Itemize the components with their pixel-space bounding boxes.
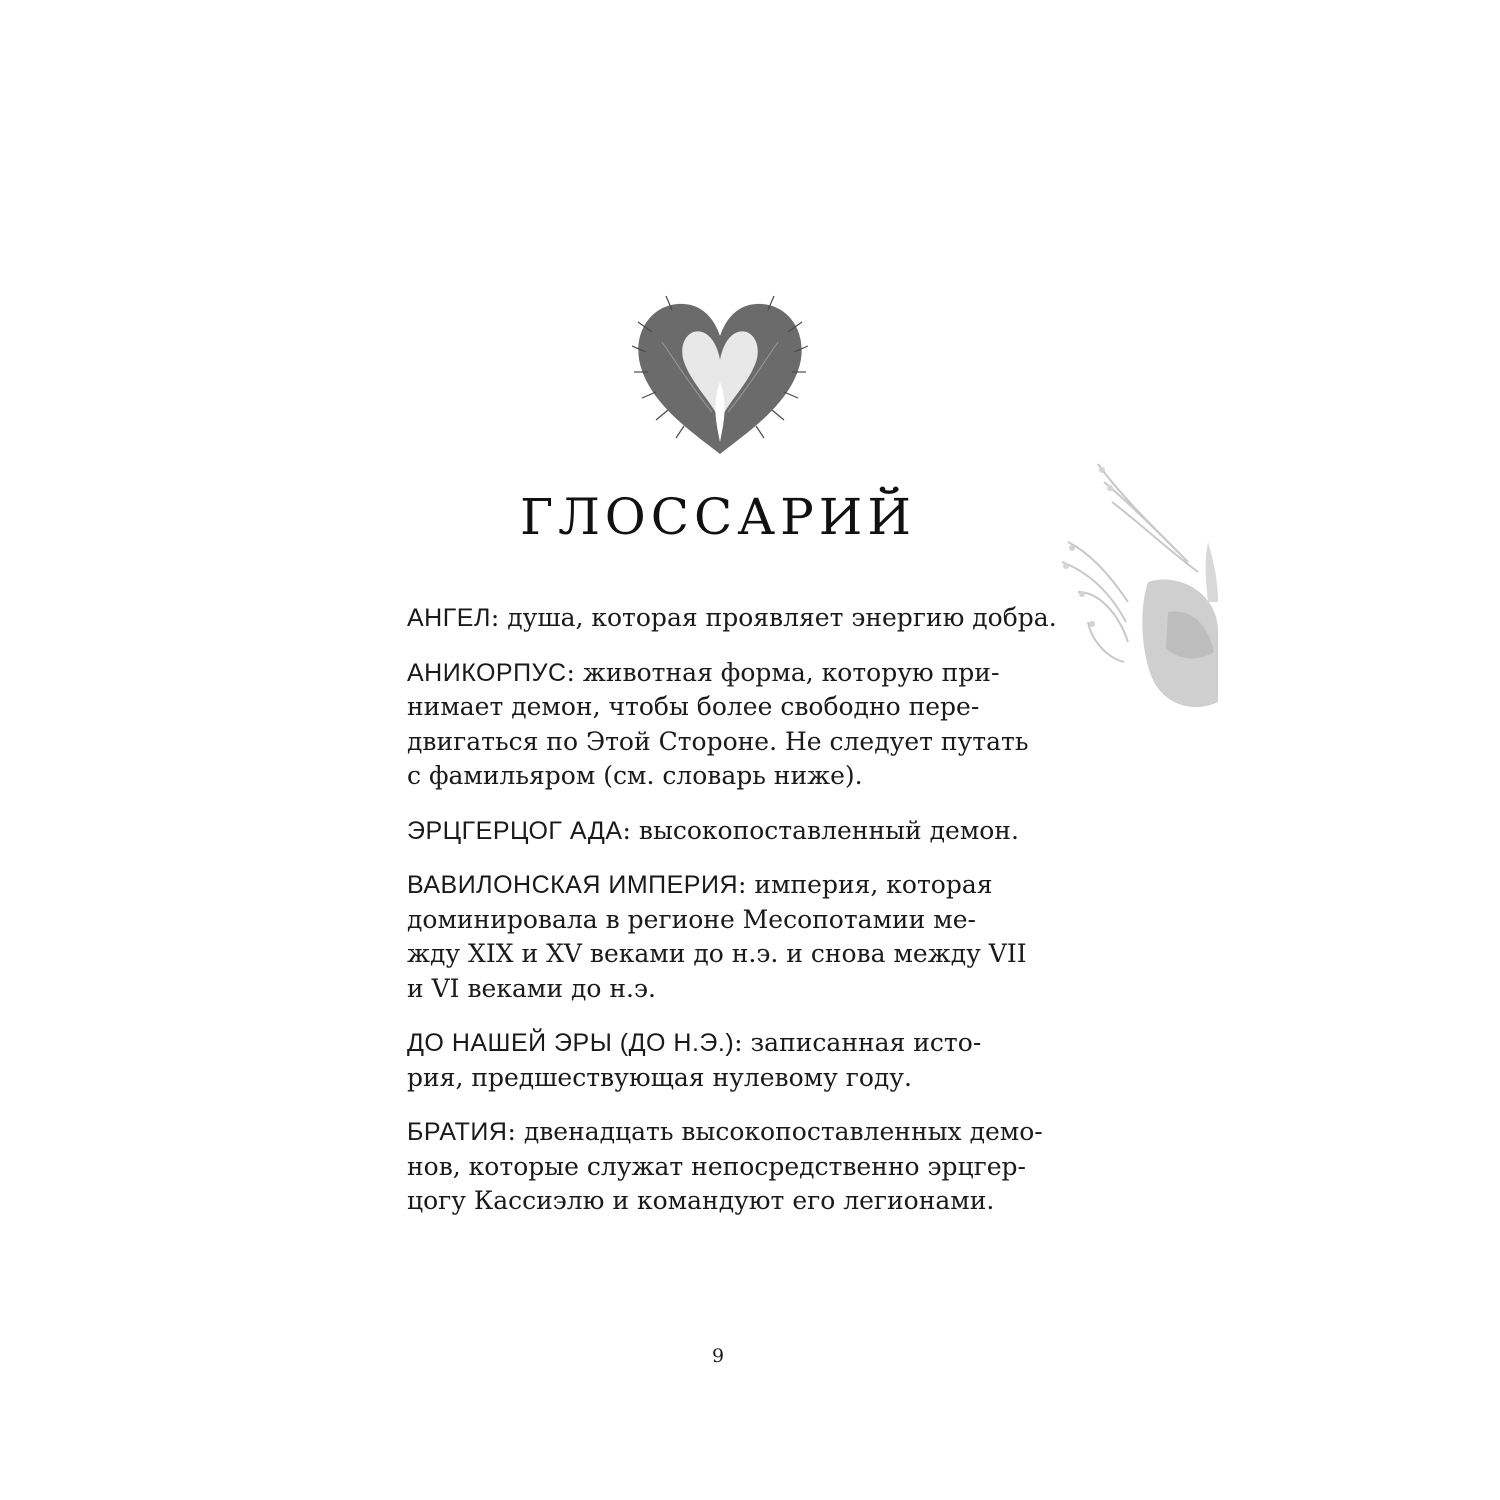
page-number: 9: [711, 1345, 725, 1367]
page-title: ГЛОССАРИЙ: [519, 488, 917, 546]
glossary-term: ДО НАШЕЙ ЭРЫ (ДО Н.Э.): [407, 1029, 735, 1057]
glossary-definition: душа, которая проявляет энергию добра.: [507, 603, 1057, 632]
glossary-list: [407, 601, 1057, 1239]
glossary-definition-line: жду XIX и XV веками до н.э. и снова между VII: [407, 939, 1027, 968]
glossary-definition-line: доминировала в регионе Месопотамии ме-: [407, 904, 976, 934]
glossary-entry: ДО НАШЕЙ ЭРЫ (ДО Н.Э.): записанная исто- рия, предшествующая нулевому году.: [407, 1026, 1037, 1095]
glossary-definition: высокопоставленный демон.: [638, 815, 1019, 845]
glossary-term: АНГЕЛ: [407, 604, 491, 632]
glossary-definition: записанная исто-: [750, 1028, 982, 1057]
glossary-entry: БРАТИЯ: двенадцать высокопоставленных демо- нов, которые служат непосредственно эрцгер- цогу Кассиэлю и командуют его легионами.: [407, 1115, 1037, 1219]
glossary-definition: империя, которая: [754, 870, 993, 899]
glossary-definition-line: нимает демон, чтобы более свободно пере-: [407, 692, 980, 721]
glossary-definition-line: цогу Кассиэлю и командуют его легионами.: [407, 1186, 995, 1215]
glossary-term: АНИКОРПУС: [407, 658, 567, 687]
glossary-definition: животная форма, которую при-: [582, 657, 1000, 687]
glossary-entry: ЭРЦГЕРЦОГ АДА: высокопоставленный демон.: [407, 815, 1019, 845]
glossary-definition-line: двигаться по Этой Стороне. Не следует путать: [407, 726, 1029, 756]
glossary-term: БРАТИЯ: [407, 1118, 508, 1146]
glossary-entry: АНГЕЛ: душа, которая проявляет энергию добра.: [407, 603, 1057, 632]
glossary-definition-line: рия, предшествующая нулевому году.: [407, 1062, 912, 1092]
glossary-entry: АНИКОРПУС: животная форма, которую при- нимает демон, чтобы более свободно пере- двигаться по Этой Стороне. Не следует путать с фамильяром (см. словарь ниже).: [407, 656, 1037, 794]
feather-heart-icon: [632, 292, 808, 460]
glossary-term: ЭРЦГЕРЦОГ АДА: [407, 816, 623, 845]
glossary-definition-line: нов, которые служат непосредственно эрцгер-: [407, 1151, 1026, 1181]
glossary-term: ВАВИЛОНСКАЯ ИМПЕРИЯ: [407, 871, 738, 899]
glossary-entry: ВАВИЛОНСКАЯ ИМПЕРИЯ: империя, которая доминировала в регионе Месопотамии ме- жду XIX и XV веками до н.э. и снова между VII и VI веками до н.э.: [407, 868, 1037, 1006]
glossary-definition-line: с фамильяром (см. словарь ниже).: [407, 761, 863, 790]
glossary-definition-line: и VI веками до н.э.: [407, 973, 656, 1003]
glossary-definition: двенадцать высокопоставленных демо-: [523, 1117, 1043, 1146]
